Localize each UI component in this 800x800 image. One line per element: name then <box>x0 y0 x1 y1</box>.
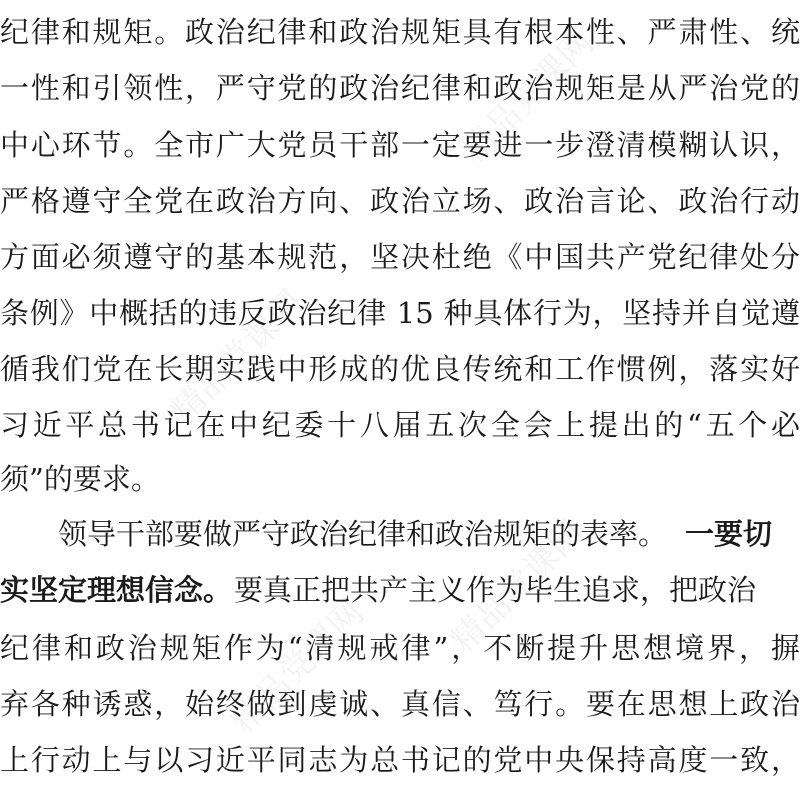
paragraph-first-line <box>0 506 800 562</box>
text-run: 要真正把共产主义作为毕生追求，把政治 <box>234 573 757 607</box>
watermark-text: 精品党课网 <box>223 592 372 742</box>
text-line: 方面必须遵守的基本规范，坚决杜绝《中国共产党纪律处分 <box>0 240 800 274</box>
watermark-text: 精品党课网 <box>163 282 312 432</box>
text-line: 条例》中概括的违反政治纪律 15 种具体行为，坚持并自觉遵 <box>0 296 800 330</box>
text-line: 上行动上与以习近平同志为总书记的党中央保持高度一致， <box>0 743 800 777</box>
text-line: 纪律和规矩。政治纪律和政治规矩具有根本性、严肃性、统 <box>0 15 800 49</box>
text-line: 中心环节。全市广大党员干部一定要进一步澄清模糊认识， <box>0 128 800 162</box>
text-line: 弃各种诱惑，始终做到虔诚、真信、笃行。要在思想上政治 <box>0 687 800 721</box>
text-line <box>0 562 800 618</box>
text-line: 循我们党在长期实践中形成的优良传统和工作惯例，落实好 <box>0 352 800 386</box>
text-line: 一性和引领性，严守党的政治纪律和政治规矩是从严治党的 <box>0 71 800 105</box>
text-line: 习近平总书记在中纪委十八届五次全会上提出的“五个必 <box>0 408 800 442</box>
bold-heading-run: 实坚定理想信念。 <box>0 573 233 607</box>
text-line: 严格遵守全党在政治方向、政治立场、政治言论、政治行动 <box>0 184 800 218</box>
text-run: 领导干部要做严守政治纪律和政治规矩的表率。 <box>58 517 668 551</box>
text-line: 须”的要求。 <box>0 462 160 496</box>
text-line: 纪律和政治规矩作为“清规戒律”，不断提升思想境界，摒 <box>0 631 800 665</box>
bold-heading-run: 一要切 <box>685 517 773 551</box>
watermark-text: 精品党课网 <box>453 22 602 172</box>
watermark-text: 精品党课网 <box>443 512 592 662</box>
